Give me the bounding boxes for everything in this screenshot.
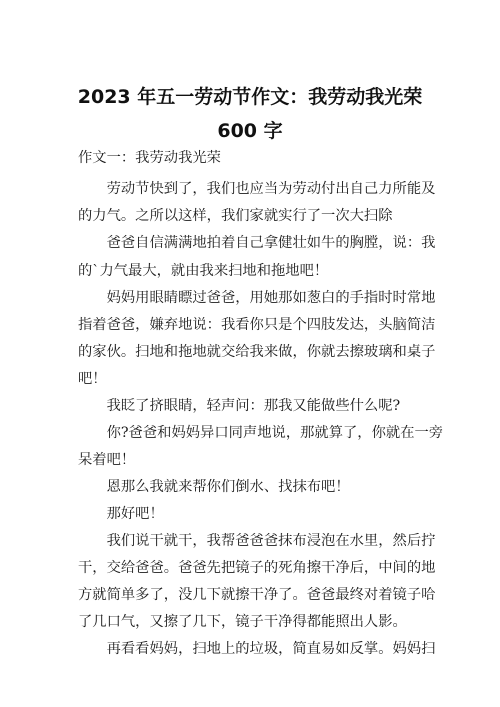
body-line: 方就简单多了，没几下就擦干净了。爸爸最终对着镜子哈 <box>78 587 436 603</box>
body-line: 我眨了挤眼睛，轻声问：那我又能做些什么呢? <box>78 398 401 414</box>
body-line: 的力气。之所以这样，我们家就实行了一次大扫除 <box>78 208 393 224</box>
body-line: 吧！ <box>78 371 107 387</box>
body-line: 指着爸爸，嫌弃地说：我看你只是个四肢发达，头脑简洁 <box>78 317 436 333</box>
body-line: 妈妈用眼睛瞟过爸爸，用她那如葱白的手指时时常地 <box>78 290 436 306</box>
body-line: 的`力气最大，就由我来扫地和拖地吧！ <box>78 263 329 279</box>
body-line: 恩那么我就来帮你们倒水、找抹布吧！ <box>78 479 350 495</box>
document-subtitle: 600 字 <box>217 120 283 142</box>
body-line: 再看看妈妈，扫地上的垃圾，简直易如反掌。妈妈扫 <box>78 641 436 657</box>
body-line: 你?爸爸和妈妈异口同声地说，那就算了，你就在一旁 <box>78 425 444 441</box>
document-title: 2023 年五一劳动节作文：我劳动我光荣 <box>77 86 423 108</box>
body-line: 作文一：我劳动我光荣 <box>78 150 221 166</box>
body-line: 了几口气，又擦了几下，镜子干净得都能照出人影。 <box>78 614 407 630</box>
body-line: 我们说干就干，我帮爸爸爸抹布浸泡在水里，然后拧 <box>78 533 436 549</box>
body-line: 那好吧！ <box>78 506 164 522</box>
body-line: 的家伙。扫地和拖地就交给我来做，你就去擦玻璃和桌子 <box>78 344 436 360</box>
body-line: 呆着吧！ <box>78 452 136 468</box>
body-line: 干，交给爸爸。爸爸先把镜子的死角擦干净后，中间的地 <box>78 560 436 576</box>
body-line: 劳动节快到了，我们也应当为劳动付出自己力所能及 <box>78 181 436 197</box>
body-line: 爸爸自信满满地拍着自己拿健壮如牛的胸膛，说：我 <box>78 235 436 251</box>
